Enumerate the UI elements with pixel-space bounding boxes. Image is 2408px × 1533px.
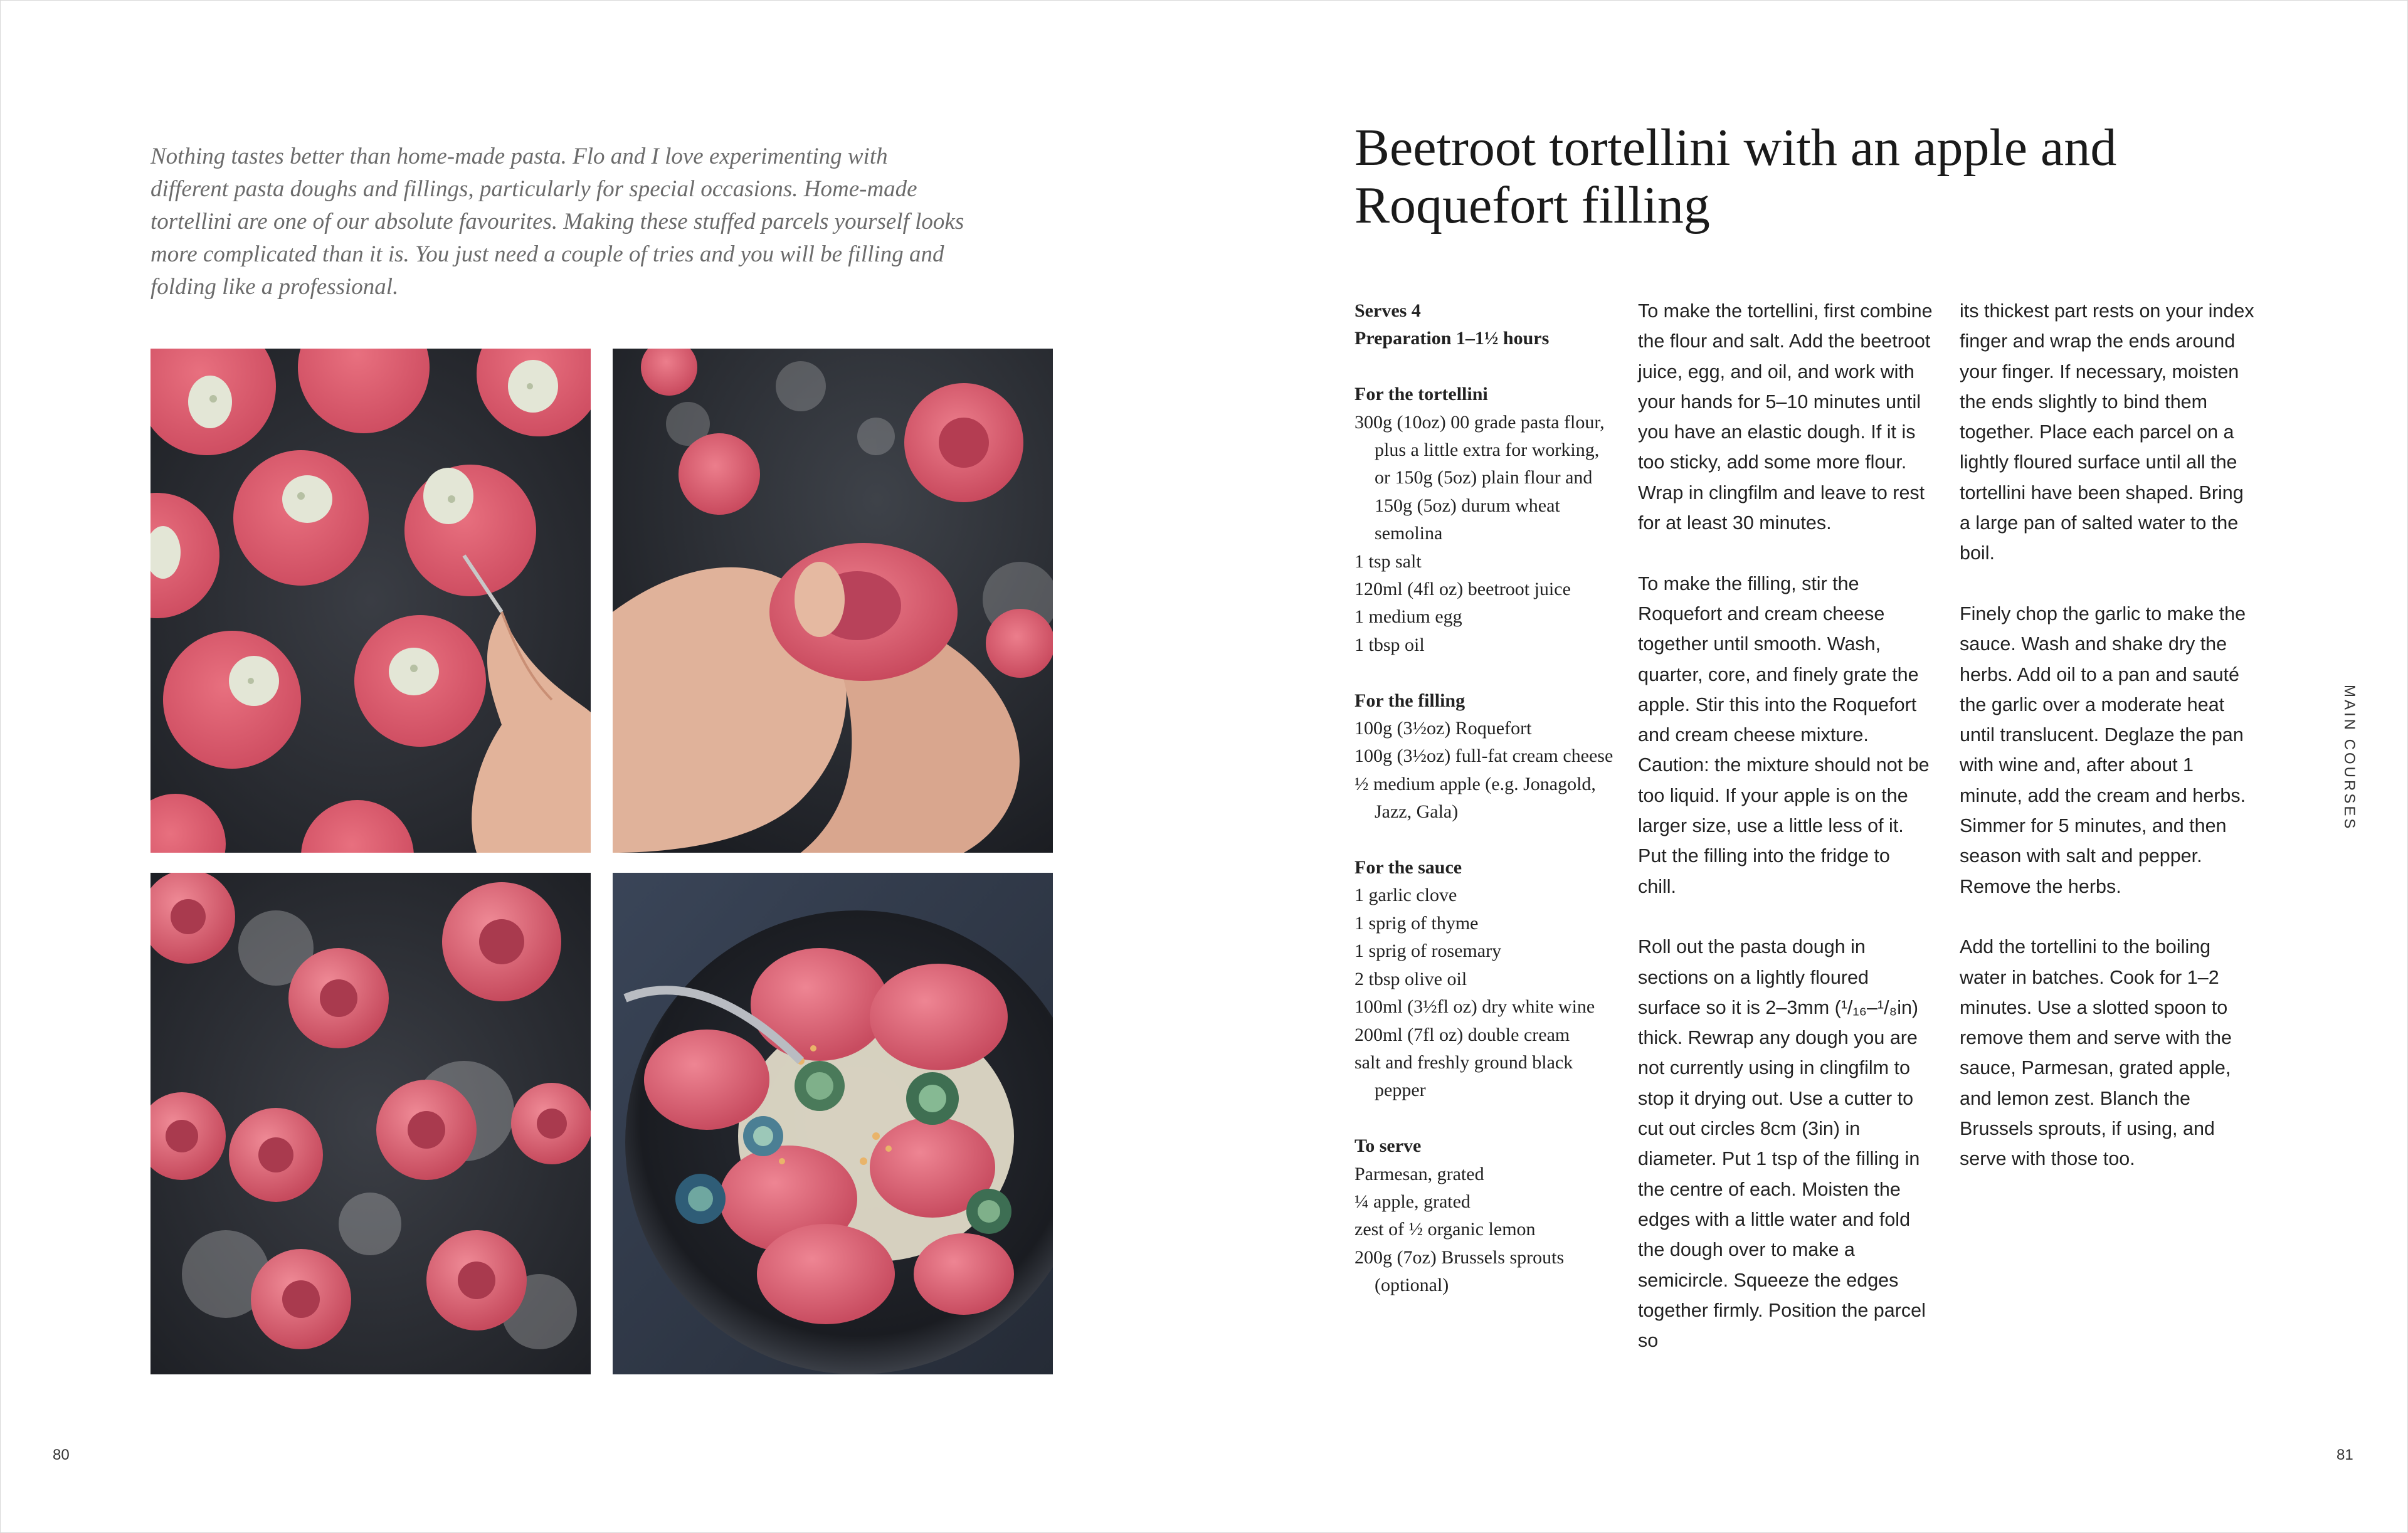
- ingredient-item: 200ml (7fl oz) double cream: [1354, 1024, 1570, 1045]
- ingredient-item: Parmesan, grated: [1354, 1163, 1484, 1184]
- serving-info: [1354, 297, 1618, 353]
- ingredient-item: 100g (3½oz) Roquefort: [1354, 718, 1532, 739]
- photo-finished-dish: [613, 873, 1053, 1374]
- ingredient-item: 1 tbsp oil: [1354, 634, 1425, 655]
- photo-floured-tortellini: [150, 873, 591, 1374]
- ingredient-item: zest of ½ organic lemon: [1354, 1219, 1536, 1240]
- ingredient-section-tortellini: [1354, 381, 1618, 659]
- method-paragraph: To make the tortellini, first combine the flour and salt. Add the beetroot juice, egg, and oil, and work with your hands for 5–10 minutes until you have an elastic dough. If it is too sticky, add some more flour. Wrap in clingfilm and leave to rest for at least 30 minutes.: [1638, 300, 1933, 534]
- intro-paragraph: Nothing tastes better than home-made pasta. Flo and I love experimenting with different pasta doughs and fillings, particularly for special occasions. Home-made tortellini are one of our absolute favourites. Making these stuffed parcels yourself looks more complicated than it is. You just need a couple of tries and you will be filling and folding like a professional.: [150, 144, 964, 300]
- ingredients-column: [1354, 297, 1618, 1300]
- ingredient-item: 100ml (3½fl oz) dry white wine: [1354, 996, 1595, 1018]
- method-paragraph: its thickest part rests on your index finger and wrap the ends around your finger. If necessary, moisten the ends slightly to bind them together. Place each parcel on a lightly floured surface until all the tortellini have been shaped. Bring a large pan of salted water to the boil.: [1960, 300, 2254, 564]
- page-number-left: 80: [53, 1446, 70, 1463]
- ingredient-section-heading: For the tortellini: [1354, 384, 1488, 405]
- ingredient-item: 1 medium egg: [1354, 606, 1462, 628]
- ingredient-item: 1 garlic clove: [1354, 885, 1457, 906]
- method-paragraph: To make the filling, stir the Roquefort and cream cheese together until smooth. Wash, quarter, core, and finely grate the apple. Stir this into the Roquefort and cream cheese mixture. Caution: the mixture should not be too liquid. If your apple is on the larger size, use a little less of it. Put the filling into the fridge to chill.: [1638, 572, 1930, 897]
- page-number-right: 81: [2337, 1446, 2353, 1463]
- ingredient-section-heading: To serve: [1354, 1135, 1422, 1157]
- ingredient-section-to-serve: [1354, 1132, 1618, 1299]
- ingredient-section-heading: For the sauce: [1354, 857, 1462, 878]
- ingredient-item: 1 tsp salt: [1354, 551, 1422, 572]
- ingredient-section-heading: For the filling: [1354, 690, 1465, 711]
- ingredient-item: salt and freshly ground black pepper: [1354, 1051, 1573, 1101]
- method-column-1: [1638, 296, 1933, 1386]
- ingredient-section-sauce: [1354, 854, 1618, 1105]
- recipe-title: Beetroot tortellini with an apple and Roquefort filling: [1354, 119, 2117, 234]
- section-side-label: MAIN COURSES: [2341, 685, 2358, 831]
- ingredient-item: 300g (10oz) 00 grade pasta flour, plus a little extra for working, or 150g (5oz) plain flour and 150g (5oz) durum wheat semolina: [1354, 411, 1605, 544]
- photo-hands-folding-tortellini: [613, 349, 1053, 853]
- method-paragraph: Finely chop the garlic to make the sauce. Wash and shake dry the herbs. Add oil to a pan and sauté the garlic over a moderate heat until translucent. Deglaze the pan with wine and, after about 1 minute, add the cream and herbs. Simmer for 5 minutes, and then season with salt and pepper. Remove the herbs.: [1960, 603, 2246, 897]
- serves: Serves 4: [1354, 300, 1421, 321]
- ingredient-item: 1 sprig of rosemary: [1354, 940, 1502, 962]
- ingredient-item: 200g (7oz) Brussels sprouts (optional): [1354, 1246, 1565, 1296]
- preparation-time: Preparation 1–1½ hours: [1354, 328, 1550, 349]
- method-paragraph: Add the tortellini to the boiling water in batches. Cook for 1–2 minutes. Use a slotted spoon to remove them and serve with the sauce, Parmesan, grated apple, and lemon zest. Blanch the Brussels sprouts, if using, and serve with those too.: [1960, 936, 2232, 1170]
- ingredient-item: 1 sprig of thyme: [1354, 912, 1479, 934]
- photo-pasta-circles-filling: [150, 349, 591, 853]
- ingredient-item: ¼ apple, grated: [1354, 1191, 1471, 1212]
- method-column-2: [1960, 296, 2254, 1204]
- ingredient-item: 2 tbsp olive oil: [1354, 968, 1467, 989]
- ingredient-item: 120ml (4fl oz) beetroot juice: [1354, 579, 1571, 600]
- method-paragraph: Roll out the pasta dough in sections on a lightly floured surface so it is 2–3mm (¹/₁₆–¹/₈in) thick. Rewrap any dough you are not currently using in clingfilm to stop it drying out. Use a cutter to cut out circles 8cm (3in) in diameter. Put 1 tsp of the filling in the centre of each. Moisten the edges with a little water and fold the dough over to make a semicircle. Squeeze the edges together firmly. Position the parcel so: [1638, 936, 1926, 1352]
- ingredient-item: 100g (3½oz) full-fat cream cheese: [1354, 745, 1613, 767]
- ingredient-section-filling: [1354, 687, 1618, 826]
- ingredient-item: ½ medium apple (e.g. Jonagold, Jazz, Gala): [1354, 773, 1596, 823]
